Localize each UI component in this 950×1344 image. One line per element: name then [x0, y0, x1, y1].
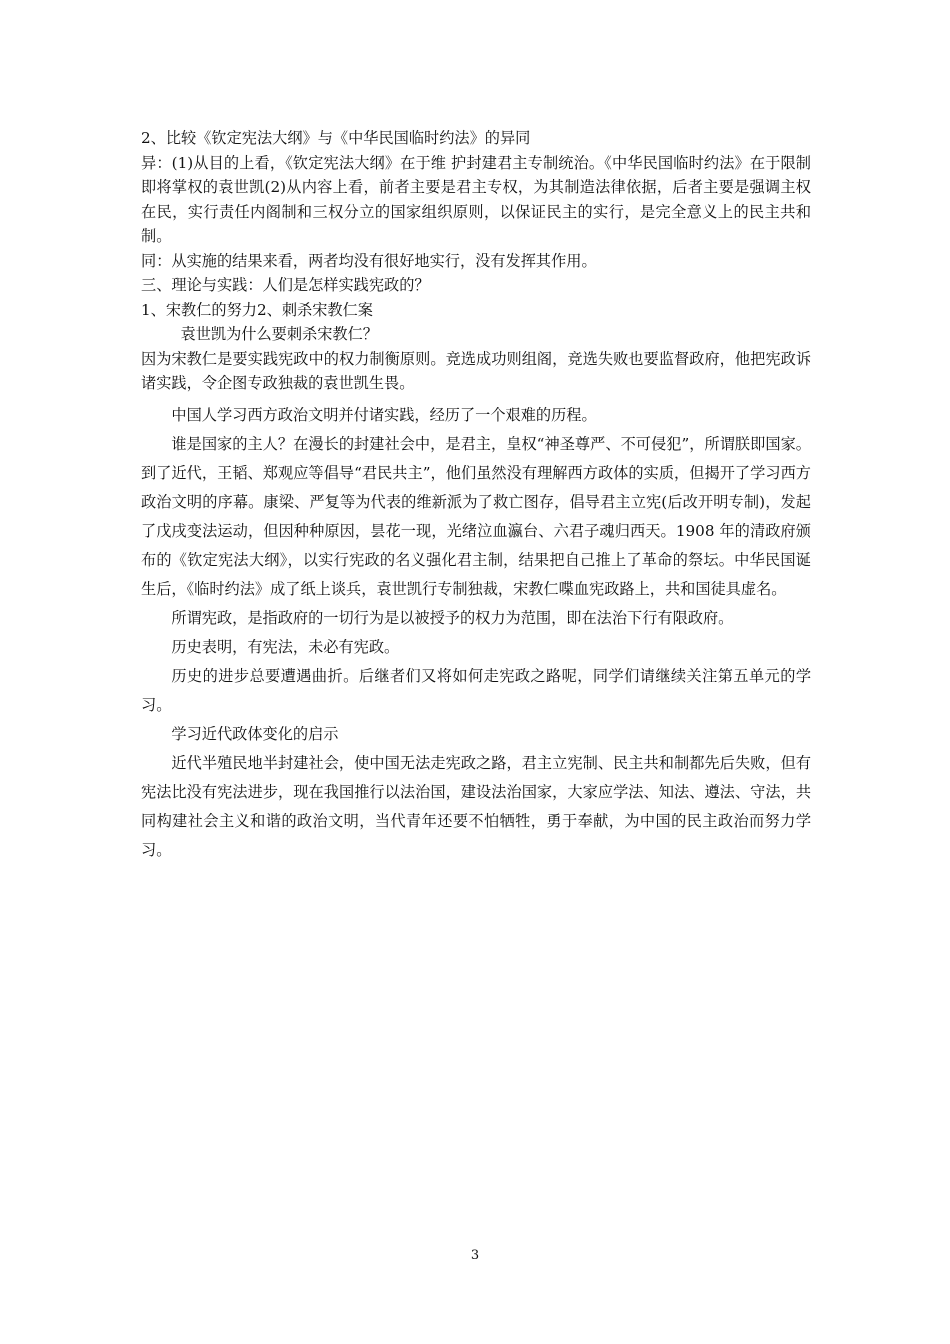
enlightenment-paragraph: 近代半殖民地半封建社会，使中国无法走宪政之路，君主立宪制、民主共和制都先后失败，但有宪法比没有宪法进步，现在我国推行以法治国，建设法治国家，大家应学法、知法、遵法、守法，共同构建社会主义和谐的政治文明，当代青年还要不怕牺牲，勇于奉献，为中国的民主政治而努力学习。: [141, 753, 811, 859]
assassination-answer: 因为宋教仁是要实践宪政中的权力制衡原则。竞选成功则组阁，竞选失败也要监督政府，他把宪政诉诸实践，令企图专政独裁的袁世凯生畏。: [141, 349, 811, 392]
summary-paragraph-2: 谁是国家的主人？在漫长的封建社会中，是君主，皇权“神圣尊严、不可侵犯”，所谓朕即国家。到了近代，王韬、郑观应等倡导“君民共主”，他们虽然没有理解西方政体的实质，但揭开了学习西方政治文明的序幕。康梁、严复等为代表的维新派为了救亡图存，倡导君主立宪(后改开明专制)，发起了戊戌变法运动，但因种种原因，昙花一现，光绪泣血瀛台、六君子魂归西天。1908 年的清政府颁布的《钦定宪法大纲》，以实行宪政的名义强化君主制，结果把自己推上了革命的祭坛。中华民国诞生后，《临时约法》成了纸上谈兵，袁世凯行专制独裁，宋教仁喋血宪政路上，共和国徒具虚名。: [141, 434, 811, 598]
enlightenment-heading: 学习近代政体变化的启示: [171, 724, 339, 743]
summary-paragraph-1: 中国人学习西方政治文明并付诸实践，经历了一个艰难的历程。: [171, 405, 597, 424]
summary-paragraph-5: 历史的进步总要遭遇曲折。后继者们又将如何走宪政之路呢，同学们请继续关注第五单元的学习。: [141, 666, 811, 714]
summary-paragraph-3: 所谓宪政，是指政府的一切行为是以被授予的权力为范围，即在法治下行有限政府。: [171, 608, 734, 627]
page-number: 3: [470, 1248, 480, 1263]
key-points-line: 1、宋教仁的努力2、刺杀宋教仁案: [141, 300, 373, 319]
summary-paragraph-4: 历史表明，有宪法，未必有宪政。: [171, 637, 400, 656]
section-three-heading: 三、理论与实践：人们是怎样实践宪政的？: [141, 276, 430, 294]
similarities-paragraph: 同：从实施的结果来看，两者均没有很好地实行，没有发挥其作用。: [141, 251, 597, 270]
differences-paragraph: 异：(1)从目的上看，《钦定宪法大纲》在于维 护封建君主专制统治。《中华民国临时约法》在于限制即将掌权的袁世凯(2)从内容上看，前者主要是君主专权，为其制造法律依据，后者主要是强调主权在民，实行责任内阁制和三权分立的国家组织原则，以保证民主的实行，是完全意义上的民主共和制。: [141, 153, 811, 245]
text-column: [141, 126, 811, 865]
assassination-question: 袁世凯为什么要刺杀宋教仁？: [180, 325, 378, 343]
comparison-heading: 2、比较《钦定宪法大纲》与《中华民国临时约法》的异同: [141, 129, 531, 147]
